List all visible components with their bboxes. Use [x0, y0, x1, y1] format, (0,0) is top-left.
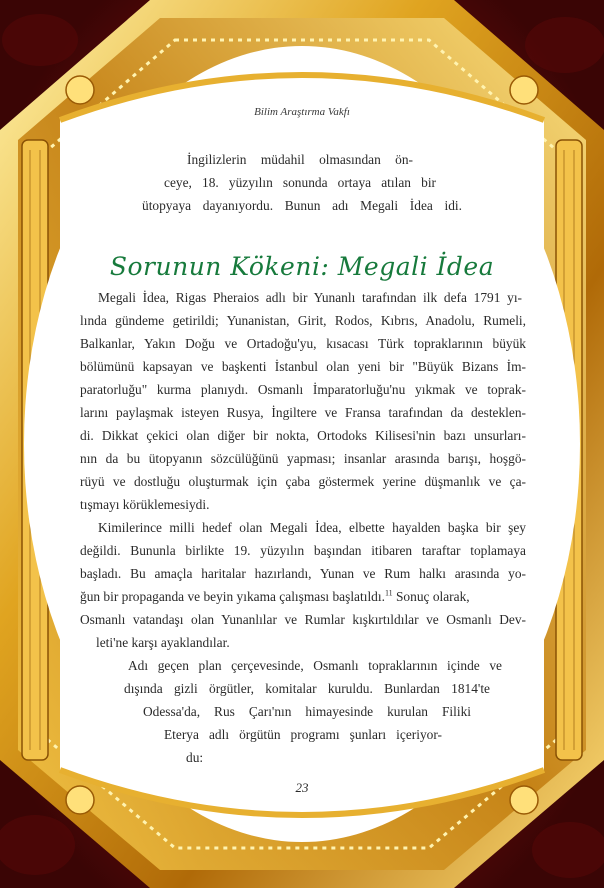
- paragraph-line: Odessa'da, Rus Çarı'nın himayesinde kurulan Filiki: [143, 704, 471, 719]
- paragraph-line: Adı geçen plan çerçevesinde, Osmanlı topraklarının içinde ve: [128, 658, 502, 673]
- footnote-reference: 11: [384, 588, 393, 598]
- paragraph-line: Osmanlı vatandaşı olan Yunanlılar ve Rumlar kışkırtıldılar ve Osmanlı Dev-: [80, 612, 526, 627]
- paragraph-line: değildi. Bununla birlikte 19. yüzyılın başından itibaren taraftar toplamaya: [80, 543, 526, 558]
- paragraph-line: nın da bu ütopyanın sözcülüğünü yapması; insanlar arasında barışı, hoşgö-: [80, 451, 526, 466]
- paragraph-line: larını paylaşmak isteyen Rusya, İngiltere ve Fransa tarafından da desteklen-: [80, 405, 526, 420]
- paragraph-line: leti'ne karşı ayaklandılar.: [96, 635, 230, 650]
- paragraph-line: du:: [186, 750, 204, 765]
- paragraph-line: bölümünü kapsayan ve başkenti İstanbul olan yeni bir "Büyük Bizans İm-: [80, 359, 526, 374]
- intro-line: ütopyaya dayanıyordu. Bunun adı Megali İdea idi.: [142, 198, 462, 213]
- paragraph-line: dışında gizli örgütler, komitalar kuruldu. Bunlardan 1814'te: [124, 681, 490, 696]
- intro-line: İngilizlerin müdahil olmasından ön-: [187, 152, 413, 167]
- paragraph-line: başladı. Bu amaçla haritalar hazırlandı, Yunan ve Rum halkı arasında yo-: [80, 566, 526, 581]
- running-header: Bilim Araştırma Vakfı: [254, 106, 350, 118]
- section-title: Sorunun Kökeni: Megali İdea: [109, 252, 495, 281]
- paragraph-text: ğun bir propaganda ve beyin yıkama çalışması başlatıldı.: [80, 589, 385, 604]
- intro-line: ceye, 18. yüzyılın sonunda ortaya atılan bir: [164, 175, 436, 190]
- paragraph-line: Megali İdea, Rigas Pheraios adlı bir Yunanlı tarafından ilk defa 1791 yı-: [98, 290, 522, 305]
- paragraph-line: rüyü ve dostluğu oluşturmak için çaba göstermek yerine düşmanlık ve ça-: [80, 474, 526, 489]
- page-number: 23: [295, 780, 309, 795]
- paragraph-line: tışmayı körüklemesiydi.: [80, 497, 210, 512]
- paragraph-line: lında gündeme getirildi; Yunanistan, Girit, Rodos, Kıbrıs, Anadolu, Rumeli,: [80, 313, 526, 328]
- paragraph-line: [80, 589, 470, 605]
- paragraph-line: Eterya adlı örgütün programı şunları içeriyor-: [164, 727, 442, 742]
- paragraph-line: Balkanlar, Yakın Doğu ve Ortadoğu'yu, kısacası Türk topraklarının büyük: [80, 336, 526, 351]
- paragraph-text: Sonuç olarak,: [392, 589, 470, 604]
- paragraph-line: Kimilerince milli hedef olan Megali İdea, elbette hayalden başka bir şey: [98, 520, 526, 535]
- paragraph-line: di. Dikkat çekici olan diğer bir nokta, Ortodoks Kilisesi'nin bazı unsurları-: [80, 428, 526, 443]
- paragraph-line: paratorluğu" kurma planıydı. Osmanlı İmparatorluğu'nu yıkmak ve toprak-: [80, 382, 526, 397]
